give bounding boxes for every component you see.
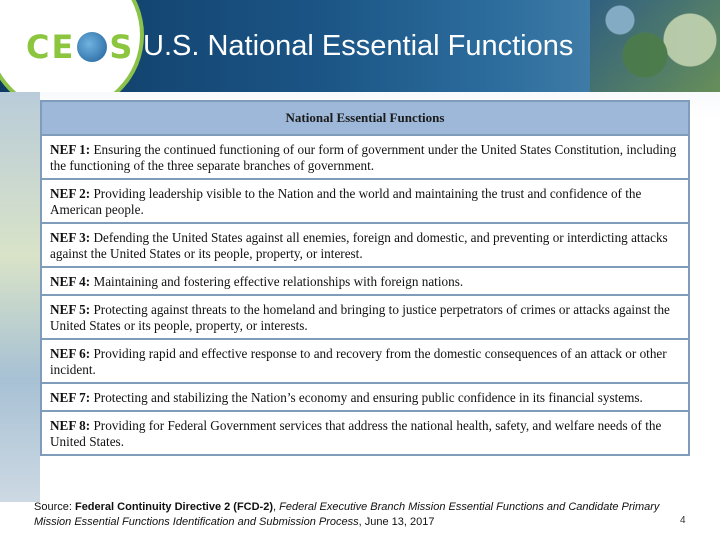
nef-cell: [41, 135, 689, 179]
source-citation: [34, 500, 674, 530]
nef-label: NEF 1:: [50, 142, 91, 157]
ceos-logo: [26, 28, 134, 66]
nef-label: NEF 4:: [50, 274, 91, 289]
nef-text: Providing rapid and effective response to and recovery from the domestic consequences of an attack or other incident.: [50, 346, 667, 377]
table-heading: National Essential Functions: [41, 101, 689, 135]
nef-label: NEF 3:: [50, 230, 91, 245]
nef-text: Maintaining and fostering effective relationships with foreign nations.: [93, 274, 464, 289]
nef-text: Protecting and stabilizing the Nation’s economy and ensuring public confidence in its financial systems.: [93, 390, 643, 405]
nef-label: NEF 8:: [50, 418, 91, 433]
source-directive: Federal Continuity Directive 2 (FCD-2): [74, 501, 274, 513]
nef-text: Providing leadership visible to the Nation and the world and maintaining the trust and confidence of the American people.: [50, 186, 642, 217]
source-separator: ,: [273, 501, 280, 513]
globe-icon: [77, 32, 107, 62]
table-row: [41, 223, 689, 267]
table-row: [41, 339, 689, 383]
nef-cell: [41, 267, 689, 295]
nef-label: NEF 2:: [50, 186, 91, 201]
nef-cell: [41, 383, 689, 411]
side-decoration: [0, 92, 40, 502]
table-row: [41, 411, 689, 455]
logo-text-left: CE: [26, 28, 76, 66]
table-row: [41, 179, 689, 223]
nef-text: Providing for Federal Government services that address the national health, safety, and welfare needs of the United States.: [50, 418, 662, 449]
nef-cell: [41, 339, 689, 383]
nef-cell: [41, 411, 689, 455]
nef-label: NEF 7:: [50, 390, 91, 405]
nef-text: Defending the United States against all enemies, foreign and domestic, and preventing or interdicting attacks against the United States or its people, property, or interest.: [50, 230, 668, 261]
nef-cell: [41, 179, 689, 223]
header-photo-collage: [590, 0, 720, 92]
source-title: Federal Executive Branch Mission Essential Functions and Candidate Primary Mission Essential Functions Identification and Submission Process: [34, 501, 660, 528]
nef-label: NEF 5:: [50, 302, 91, 317]
logo-text-right: S: [109, 28, 135, 66]
source-date: , June 13, 2017: [358, 516, 435, 528]
header-banner: [0, 0, 720, 92]
nef-text: Ensuring the continued functioning of our form of government under the United States Constitution, including the functioning of the three separate branches of government.: [50, 142, 677, 173]
table-row: [41, 267, 689, 295]
table-row: [41, 295, 689, 339]
nef-cell: [41, 295, 689, 339]
nef-table: [40, 100, 690, 456]
nef-cell: [41, 223, 689, 267]
nef-label: NEF 6:: [50, 346, 91, 361]
table-row: [41, 135, 689, 179]
source-prefix: Source:: [34, 501, 75, 513]
slide-title: U.S. National Essential Functions: [143, 30, 574, 62]
table-body: [41, 135, 689, 455]
table-row: [41, 383, 689, 411]
nef-text: Protecting against threats to the homeland and bringing to justice perpetrators of crimes or attacks against the United States or its people, property, or interests.: [50, 302, 670, 333]
page-number: 4: [680, 515, 686, 526]
